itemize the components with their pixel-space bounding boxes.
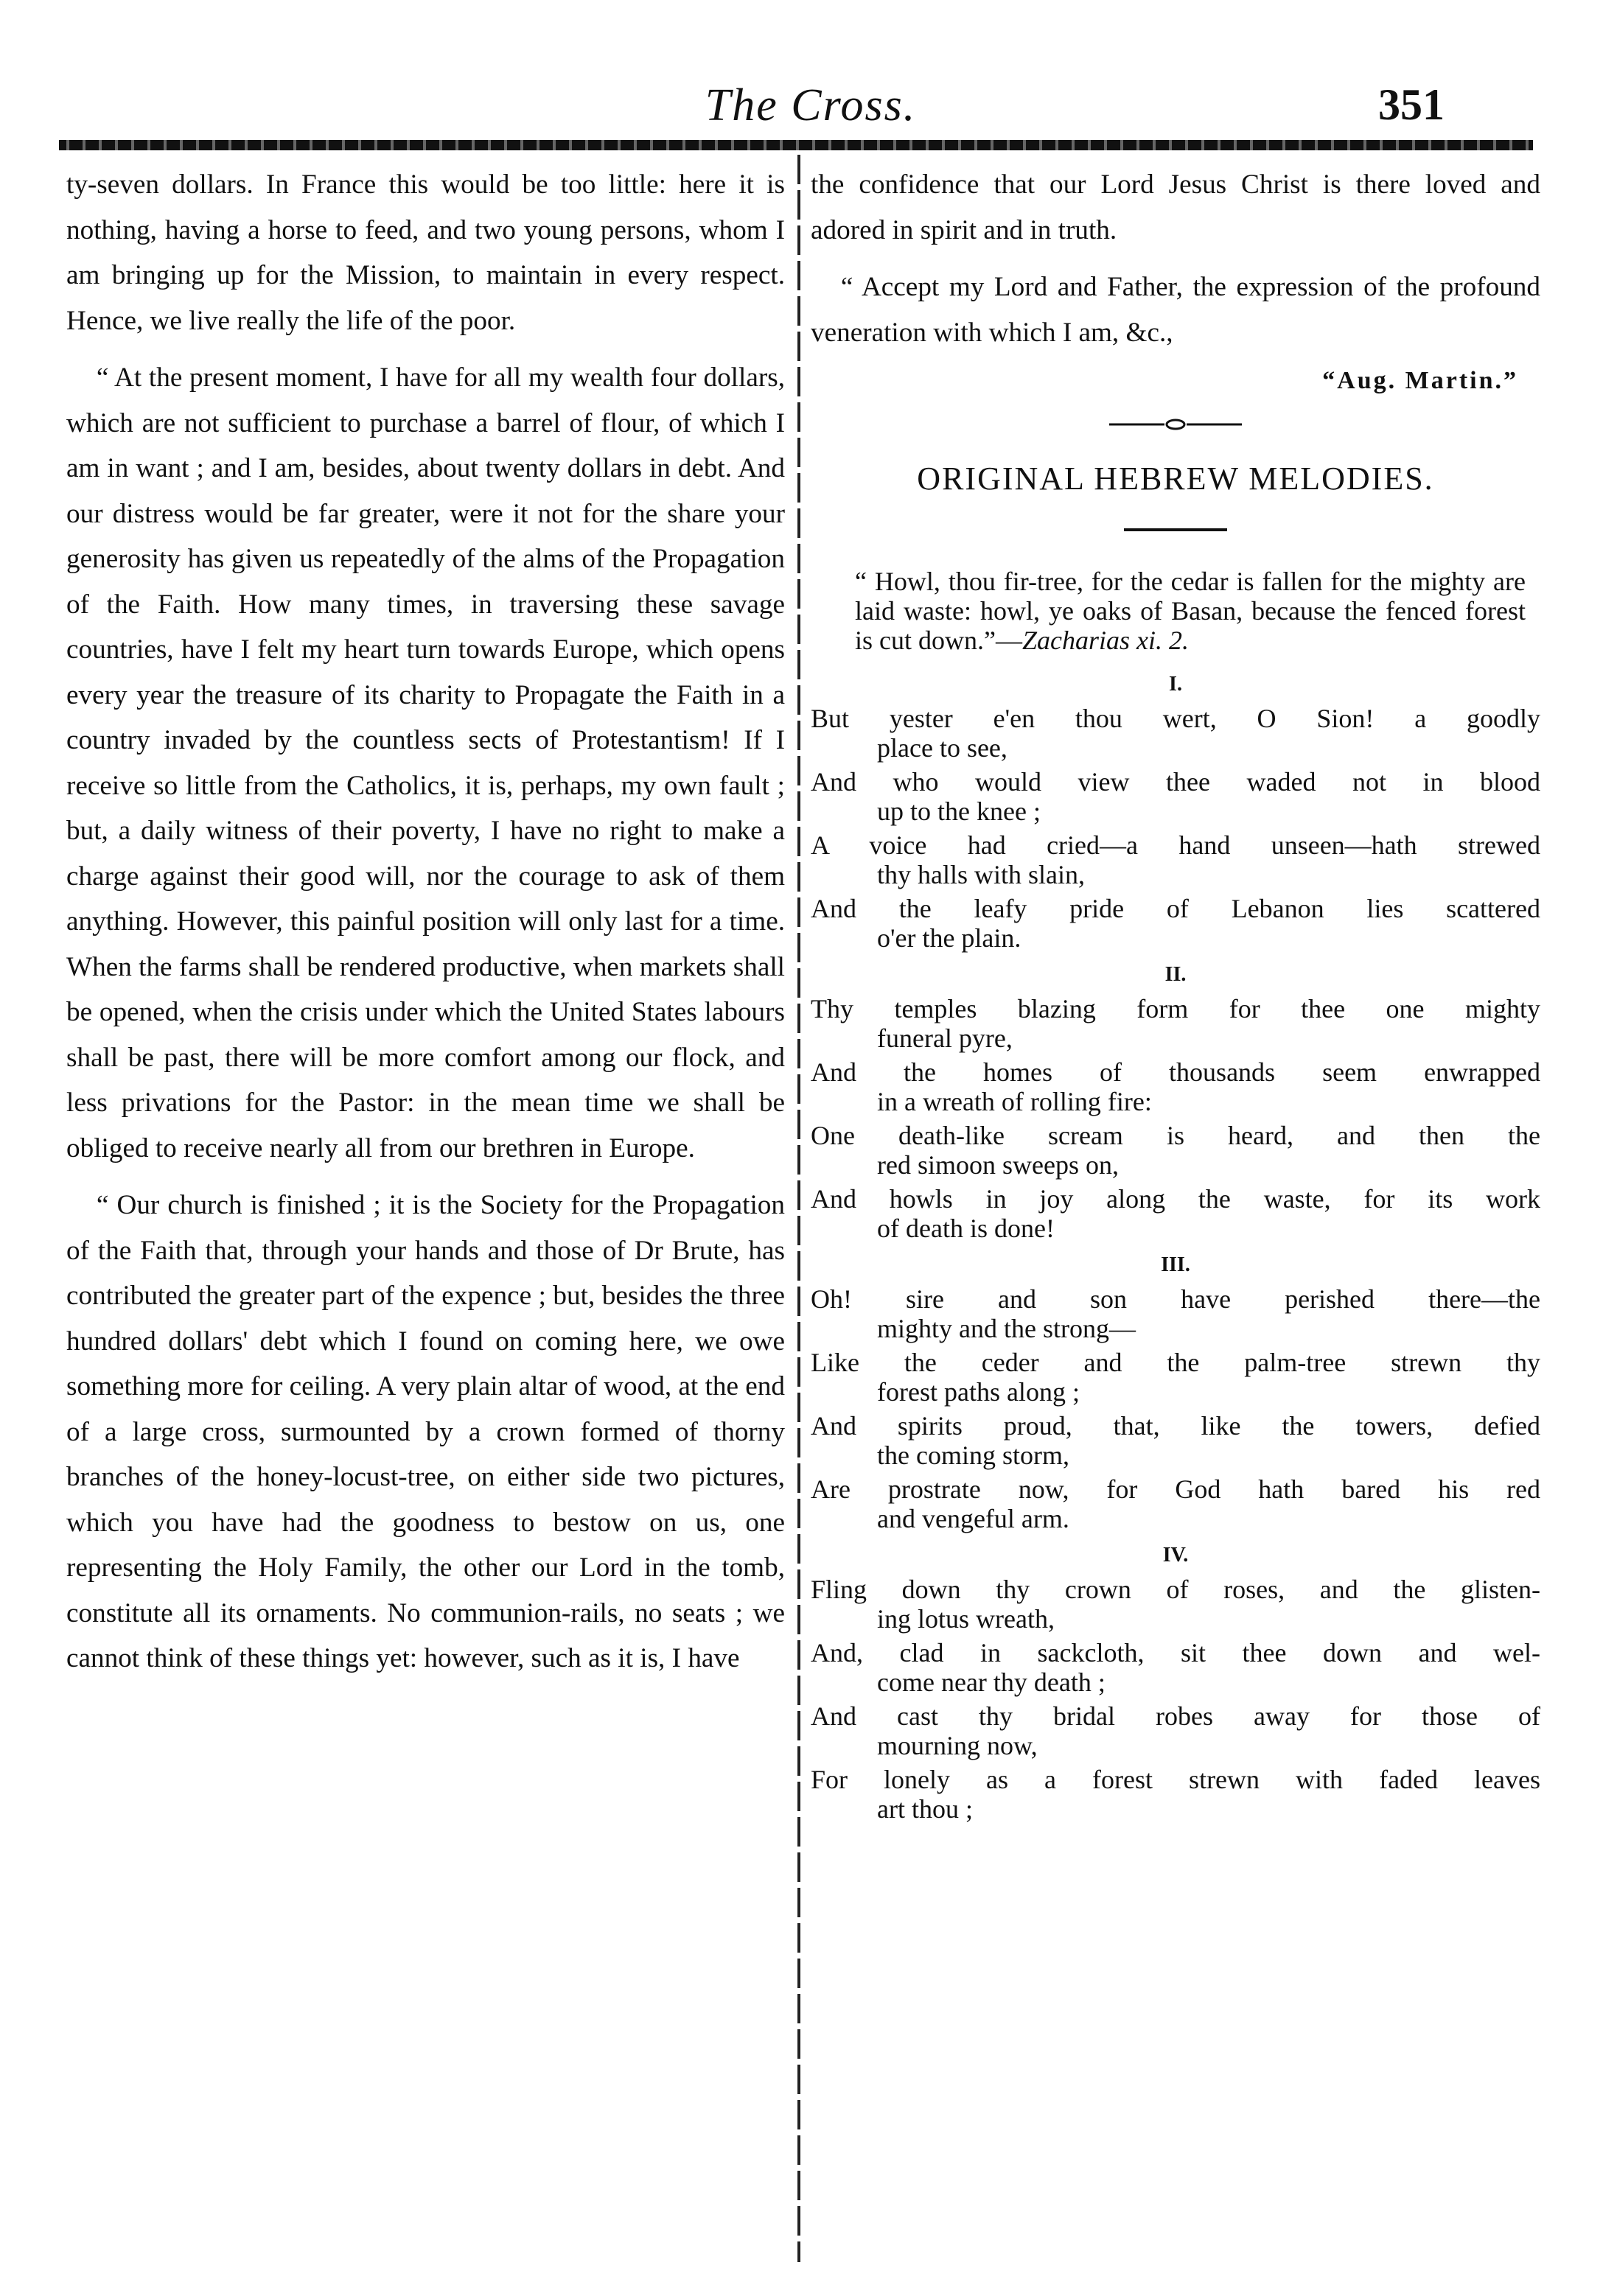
short-rule — [811, 508, 1540, 552]
poem-line: One death-like scream is heard, and then the red simoon sweeps on, — [811, 1121, 1540, 1180]
poem-line: And the homes of thousands seem enwrapped in a wreath of rolling fire: — [811, 1057, 1540, 1116]
poem-line: And, clad in sackcloth, sit thee down and wel- come near thy death ; — [811, 1638, 1540, 1697]
epigraph-text: “ Howl, thou fir-tree, for the cedar is fallen for the mighty are laid waste: howl, ye oaks of Basan, because the fenced forest is cut down.”— — [855, 567, 1526, 655]
stanza-3 — [811, 1253, 1540, 1533]
paragraph: ty-seven dollars. In France this would be too little: here it is nothing, having a horse to feed, and two young persons, whom I am bringing up for the Mission, to maintain in every respect. Hence, we live really the life of the poor. — [66, 169, 785, 336]
stanza-1 — [811, 673, 1540, 953]
column-divider — [797, 155, 800, 2262]
poem-line: Oh! sire and son have perished there—the mighty and the strong— — [811, 1284, 1540, 1343]
stanza-number: IV. — [1162, 1544, 1189, 1567]
ornament-divider — [811, 395, 1540, 454]
poem-line: Thy temples blazing form for thee one mighty funeral pyre, — [811, 994, 1540, 1053]
epigraph — [855, 567, 1526, 655]
poem-line: A voice had cried—a hand unseen—hath strewed thy halls with slain, — [811, 830, 1540, 889]
header-rule — [59, 140, 1533, 150]
running-head — [0, 74, 1617, 140]
right-column — [811, 162, 1540, 1830]
poem-line: But yester e'en thou wert, O Sion! a goodly place to see, — [811, 704, 1540, 763]
poem-line: Like the ceder and the palm-tree strewn thy forest paths along ; — [811, 1348, 1540, 1407]
poem-line: For lonely as a forest strewn with faded leaves art thou ; — [811, 1765, 1540, 1824]
poem-line: Are prostrate now, for God hath bared his red and vengeful arm. — [811, 1474, 1540, 1533]
stanza-number: I. — [1169, 673, 1182, 696]
page-number: 351 — [1378, 80, 1445, 129]
letter-continuation: the confidence that our Lord Jesus Christ is there loved and adored in spirit and in truth. — [811, 169, 1540, 245]
stanza-number: III. — [1161, 1253, 1190, 1276]
poem-line: And cast thy bridal robes away for those of mourning now, — [811, 1701, 1540, 1760]
stanza-4 — [811, 1544, 1540, 1824]
ornament-icon — [1109, 417, 1242, 432]
signature: “Aug. Martin.” — [1322, 367, 1518, 394]
stanza-2 — [811, 963, 1540, 1243]
stanza-number: II. — [1164, 963, 1187, 986]
poem-line: And spirits proud, that, like the towers, defied the coming storm, — [811, 1411, 1540, 1470]
poem-heading: ORIGINAL HEBREW MELODIES. — [917, 461, 1434, 497]
poem-line: And the leafy pride of Lebanon lies scattered o'er the plain. — [811, 894, 1540, 953]
poem-line: And who would view thee waded not in blood up to the knee ; — [811, 767, 1540, 826]
left-column — [66, 162, 785, 1693]
paragraph: “ Our church is finished ; it is the Society for the Propagation of the Faith that, through your hands and those of Dr Brute, has contributed the greater part of the expence ; but, besides the three hundred dollars' debt which I found on coming here, we owe something more for ceiling. A very plain altar of wood, at the end of a large cross, surmounted by a crown formed of thorny branches of the honey-locust-tree, on either side two pictures, which you have had the goodness to bestow on us, one representing the Holy Family, the other our Lord in the tomb, constitute all its ornaments. No communion-rails, no seats ; we cannot think of these things yet: however, such as it is, I have — [66, 1190, 785, 1673]
paragraph: “ At the present moment, I have for all my wealth four dollars, which are not sufficient to purchase a barrel of flour, of which I am in want ; and I am, besides, about twenty dollars in debt. And our distress would be far greater, were it not for the share your generosity has given us repeatedly of the alms of the Propagation of the Faith. How many times, in traversing these savage countries, have I felt my heart turn towards Europe, which opens every year the treasure of its charity to Propagate the Faith in a country invaded by the countless sects of Protestantism! If I receive so little from the Catholics, it is, perhaps, my own fault ; but, a daily witness of their poverty, I have no right to make a charge against their good will, nor the courage to ask of them anything. However, this painful position will only last for a time. When the farms shall be rendered productive, when markets shall be opened, when the crisis under which the United States labours shall be past, there will be more comfort among our flock, and less privations for the Pastor: in the mean time we shall be obliged to receive nearly all from our brethren in Europe. — [66, 363, 785, 1163]
page-title: The Cross. — [705, 80, 917, 130]
poem-line: And howls in joy along the waste, for its work of death is done! — [811, 1184, 1540, 1243]
letter-closing: “ Accept my Lord and Father, the expression of the profound veneration with which I am, &c., — [811, 272, 1540, 348]
poem-line: Fling down thy crown of roses, and the glisten- ing lotus wreath, — [811, 1575, 1540, 1634]
epigraph-citation: Zacharias xi. 2. — [1021, 626, 1189, 655]
